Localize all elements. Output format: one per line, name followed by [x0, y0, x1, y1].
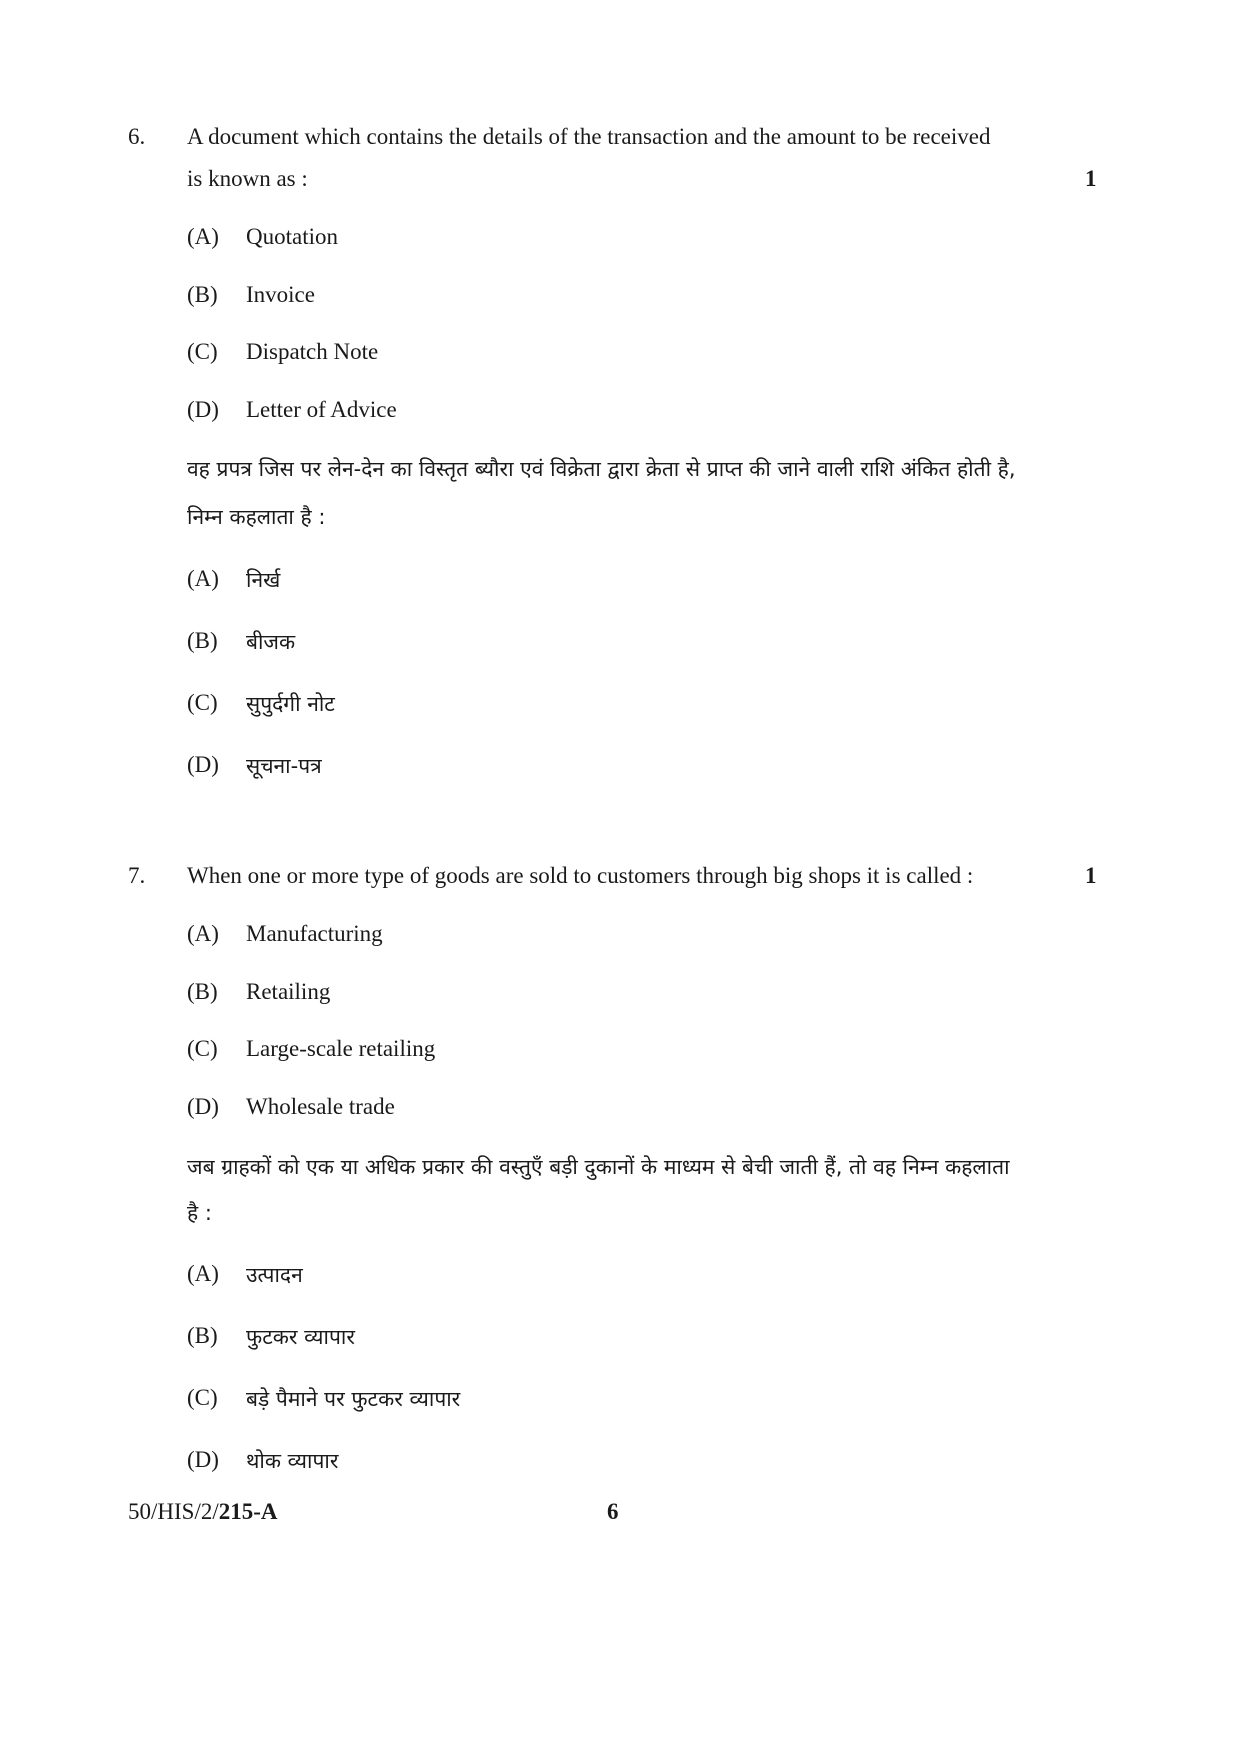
- option-label: (B): [187, 1323, 218, 1348]
- option-text: Quotation: [246, 224, 338, 249]
- question-text-line1: When one or more type of goods are sold to customers through big shops it is called :: [187, 863, 974, 888]
- option-text-hindi: थोक व्यापार: [246, 1449, 339, 1473]
- option-label: (B): [187, 979, 218, 1004]
- option-text-hindi: उत्पादन: [246, 1263, 303, 1287]
- option-text: Wholesale trade: [246, 1094, 395, 1119]
- option-text-hindi: सूचना-पत्र: [246, 754, 322, 778]
- option-label: (B): [187, 628, 218, 653]
- option-text: Manufacturing: [246, 921, 383, 946]
- option-label: (D): [187, 1447, 219, 1472]
- question-text-hindi-line1: जब ग्राहकों को एक या अधिक प्रकार की वस्तुएँ बड़ी दुकानों के माध्यम से बेची जाती हैं, तो वह निम्न कहलाता: [187, 1155, 1010, 1179]
- paper-code-bold: 215-A: [218, 1499, 278, 1524]
- option-text-hindi: सुपुर्दगी नोट: [246, 692, 335, 716]
- option-text-hindi: फुटकर व्यापार: [246, 1325, 355, 1349]
- option-label: (D): [187, 397, 219, 422]
- option-text: Large-scale retailing: [246, 1036, 436, 1061]
- option-text-hindi: बीजक: [246, 630, 296, 654]
- option-label: (A): [187, 566, 219, 591]
- option-label: (A): [187, 1261, 219, 1286]
- question-marks: 1: [1085, 863, 1097, 888]
- question-text-hindi-line2: निम्न कहलाता है :: [187, 505, 326, 529]
- option-label: (C): [187, 690, 218, 715]
- option-label: (D): [187, 752, 219, 777]
- option-label: (C): [187, 339, 218, 364]
- question-marks: 1: [1085, 166, 1097, 191]
- option-text-hindi: निर्ख: [246, 568, 281, 592]
- question-number: 6.: [128, 124, 146, 149]
- paper-code: [128, 1499, 278, 1525]
- option-text: Invoice: [246, 282, 315, 307]
- page-number: 6: [607, 1499, 619, 1524]
- option-text: Letter of Advice: [246, 397, 397, 422]
- option-label: (C): [187, 1385, 218, 1410]
- option-label: (B): [187, 282, 218, 307]
- option-text: Retailing: [246, 979, 331, 1004]
- option-label: (A): [187, 921, 219, 946]
- option-label: (C): [187, 1036, 218, 1061]
- option-text: Dispatch Note: [246, 339, 379, 364]
- question-text-hindi-line2: है :: [187, 1201, 212, 1225]
- question-number: 7.: [128, 863, 146, 888]
- question-text-line2: is known as :: [187, 166, 308, 191]
- option-text-hindi: बड़े पैमाने पर फुटकर व्यापार: [246, 1387, 461, 1411]
- question-text-hindi-line1: वह प्रपत्र जिस पर लेन-देन का विस्तृत ब्यौरा एवं विक्रेता द्वारा क्रेता से प्राप्त की जाने वाली राशि अंकित होती है,: [187, 457, 1016, 481]
- paper-code-prefix: 50/HIS/2/: [128, 1499, 219, 1524]
- option-label: (D): [187, 1094, 219, 1119]
- option-label: (A): [187, 224, 219, 249]
- question-text-line1: A document which contains the details of the transaction and the amount to be received: [187, 124, 991, 149]
